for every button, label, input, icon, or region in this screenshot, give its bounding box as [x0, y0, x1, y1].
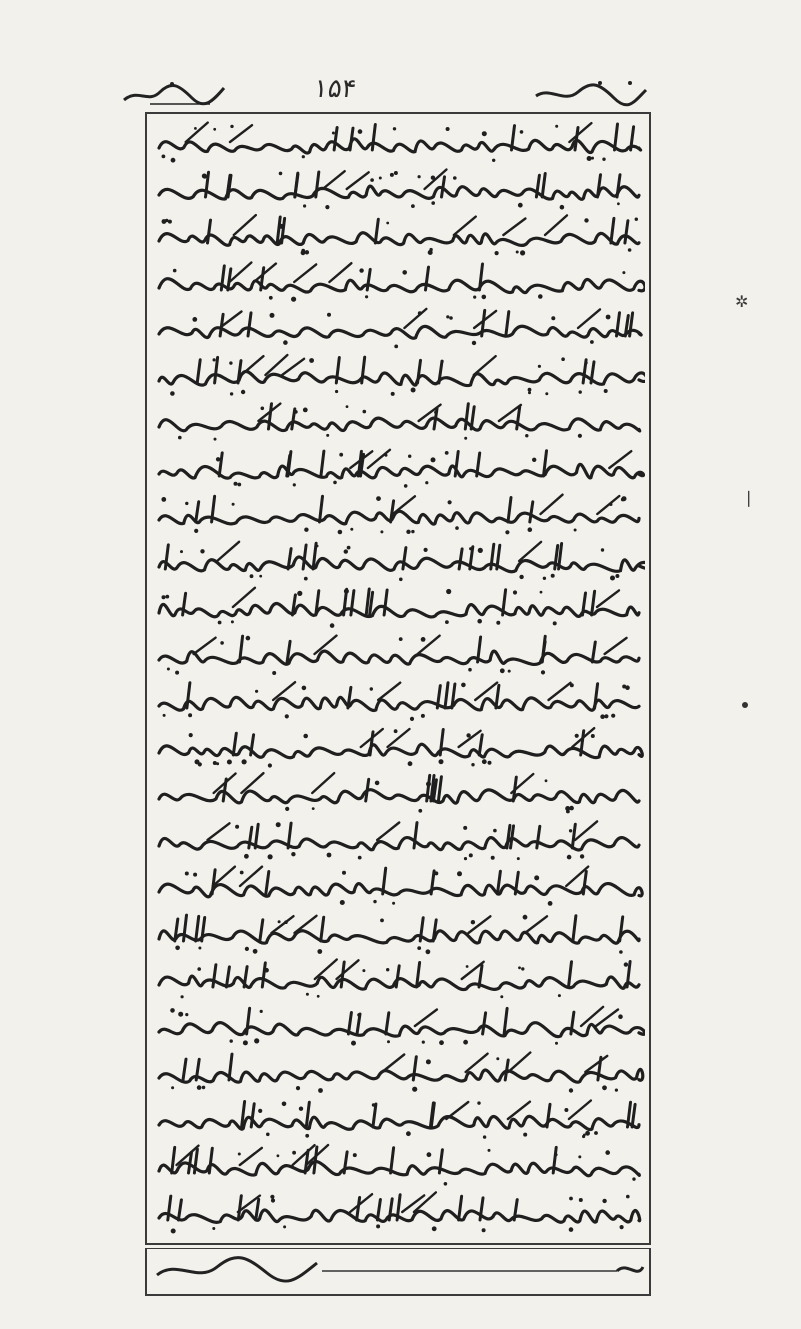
script-line	[155, 351, 645, 397]
page-number: ۱۵۴	[311, 74, 359, 104]
script-line-strokes	[155, 351, 645, 397]
script-line-strokes	[155, 258, 645, 304]
script-line-strokes	[155, 490, 645, 536]
script-line-strokes	[155, 304, 645, 350]
script-line	[155, 769, 645, 815]
script-line	[155, 537, 645, 583]
script-line	[155, 955, 645, 1001]
script-line	[155, 211, 645, 257]
script-line	[155, 444, 645, 490]
script-line	[155, 304, 645, 350]
script-line-strokes	[155, 165, 645, 211]
script-line-strokes	[155, 1048, 645, 1094]
script-line	[155, 816, 645, 862]
margin-annotation-mark: ❘	[742, 488, 756, 507]
margin-annotation-mark: ✲	[735, 292, 749, 311]
script-line	[155, 1048, 645, 1094]
main-text-block	[145, 112, 651, 1245]
script-line	[155, 1095, 645, 1141]
script-line	[155, 165, 645, 211]
script-line-strokes	[155, 862, 645, 908]
script-line-strokes	[155, 118, 645, 164]
script-line	[155, 118, 645, 164]
header-script-left	[120, 78, 230, 108]
script-line-strokes	[155, 1188, 645, 1234]
script-line	[155, 909, 645, 955]
catchword-line	[145, 1248, 651, 1296]
script-line	[155, 397, 645, 443]
script-line	[155, 1002, 645, 1048]
script-line-strokes	[155, 769, 645, 815]
script-line	[155, 862, 645, 908]
script-line	[155, 676, 645, 722]
script-line	[155, 723, 645, 769]
script-line	[155, 630, 645, 676]
catchword-script	[147, 1249, 649, 1293]
script-line-strokes	[155, 630, 645, 676]
script-line-strokes	[155, 1141, 645, 1187]
margin-dot	[742, 702, 748, 708]
script-line	[155, 258, 645, 304]
script-line-strokes	[155, 444, 645, 490]
script-line-strokes	[155, 816, 645, 862]
header-script-right	[530, 78, 650, 108]
script-line-strokes	[155, 1002, 645, 1048]
script-line	[155, 1141, 645, 1187]
script-line-strokes	[155, 583, 645, 629]
script-line-strokes	[155, 1095, 645, 1141]
script-line-strokes	[155, 397, 645, 443]
script-line-strokes	[155, 723, 645, 769]
header-running-title-right	[530, 78, 650, 108]
script-line-strokes	[155, 676, 645, 722]
script-line	[155, 490, 645, 536]
script-line	[155, 583, 645, 629]
script-line-strokes	[155, 955, 645, 1001]
script-line-strokes	[155, 537, 645, 583]
script-line-strokes	[155, 909, 645, 955]
script-line	[155, 1188, 645, 1234]
header-running-title-left	[120, 78, 230, 108]
script-line-strokes	[155, 211, 645, 257]
